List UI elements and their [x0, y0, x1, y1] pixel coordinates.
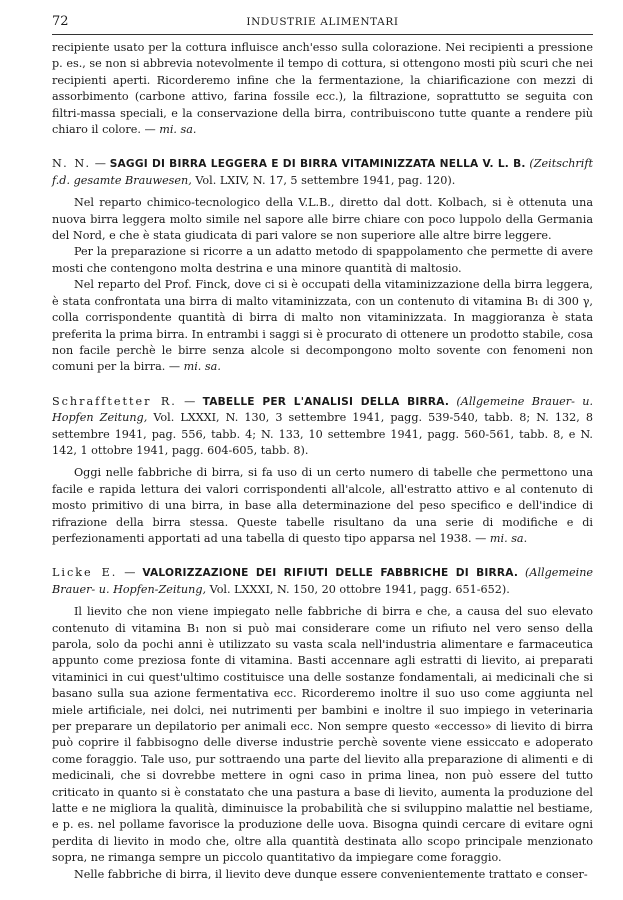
entry-heading: [52, 156, 593, 189]
entry-journal: (Allgemeine Brauer- u. Hopfen-Zeitung,: [52, 566, 594, 596]
entry-citation: Vol. LXXXI, N. 130, 3 settembre 1941, pagg. 539-540, tabb. 8; N. 132, 8 settembre 1941, pag. 556, tabb. 4; N. 133, 10 settembre 1941, pagg. 560-561, tabb. 8, e N. 142, 1 ottobre 1941, pagg. 604-605, tabb. 8).: [52, 411, 593, 457]
entry-journal: (Zeitschrift f.d. gesamte Brauwesen,: [52, 157, 593, 187]
paragraph-signature: mi. sa.: [489, 531, 528, 545]
entry-heading: [52, 394, 593, 460]
entry-heading: [52, 565, 593, 598]
entry-citation: Vol. LXIV, N. 17, 5 settembre 1941, pag. 120).: [195, 173, 456, 187]
paragraph-text: Il lievito che non viene impiegato nelle fabbriche di birra e che, a causa del suo elevato contenuto di vitamina B₁ non si può mai considerare come un rifiuto nel vero senso della parola, solo da pochi anni è utilizzato su vasta scala nell'industria alimentare e farmaceutica appunto come preziosa fonte di vitamina. Basti accennare agli estratti di lievito, ai preparati vitaminici in cui quest'ultimo costituisce una delle sostanze fondamentali, ai medicinali che si basano sulla sua azione fermentativa ecc. Ricorderemo inoltre il suo uso come aggiunta nel miele artificiale, nei dolci, nei nutrimenti per bambini e inoltre il suo impiego in veterinaria per preparare un depilatorio per animali ecc. Non sempre questo «eccesso» di lievito di birra può coprire il fabbisogno delle diverse industrie perchè sovente viene essiccato e adoperato come foraggio. Tale uso, pur sottraendo una parte del lievito alla preparazione di alimenti e di medicinali, che si dovrebbe mettere in ogni caso in prima linea, non può essere del tutto criticato in quanto si è constatato che una pastura a base di lievito, aumenta la produzione del latte e ne migliora la qualità, diminuisce la probabilità che si sviluppino malattie nel bestiame, e p. es. nel pollame favorisce la produzione delle uova. Bisogna quindi cercare di evitare ogni perdita di lievito in modo che, oltre alla quantità destinata allo scopo principale menzionato sopra, ne rimanga sempre un piccolo quantitativo da impiegare come foraggio.: [52, 605, 593, 865]
intro-text: recipiente usato per la cottura influisce anch'esso sulla colorazione. Nei recipienti a pressione p. es., se non si abbrevia notevolmente il tempo di cottura, si ottengono mosti più scuri che nei recipienti aperti. Ricorderemo infine che la fermentazione, la chiarificazione con mezzi di assorbimento (carbone attivo, farina fossile ecc.), la filtrazione, soprattutto se seguita con filtri-massa speciali, e la conservazione della birra, contribuiscono tutte quante a rendere più chiaro il colore. —: [52, 41, 593, 137]
abstract-entry: [52, 565, 593, 883]
paragraph-text: Oggi nelle fabbriche di birra, si fa uso di un certo numero di tabelle che permettono una facile e rapida lettura dei valori corrispondenti all'alcole, all'estratto attivo e al contenuto di mosto primitivo di una birra, in base alla determinazione del peso specifico e dell'indice di rifrazione della birra stessa. Queste tabelle risultano da una serie di modifiche e di perfezionamenti apportati ad una tabella di questo tipo apparsa nel 1938. —: [52, 466, 593, 545]
entry-dash: —: [184, 394, 196, 408]
abstract-entry: [52, 156, 593, 375]
entry-paragraph: [52, 465, 593, 547]
paragraph-text: Nelle fabbriche di birra, il lievito deve dunque essere convenientemente trattato e conser-: [74, 867, 588, 881]
paragraph-signature: mi. sa.: [183, 360, 221, 374]
entry-paragraph: [52, 244, 593, 277]
intro-signature: mi. sa.: [159, 123, 197, 137]
entry-dash: —: [94, 157, 106, 171]
entry-paragraph: [52, 277, 593, 375]
entry-title: TABELLE PER L'ANALISI DELLA BIRRA.: [202, 395, 450, 408]
paragraph-text: Per la preparazione si ricorre a un adatto metodo di spappolamento che permette di avere mosti che contengono molta destrina e una minore quantità di maltosio.: [52, 245, 593, 275]
entry-title: VALORIZZAZIONE DEI RIFIUTI DELLE FABBRICHE DI BIRRA.: [142, 567, 519, 580]
entry-author: N. N.: [52, 157, 92, 171]
entry-paragraph: [52, 867, 593, 883]
entry-citation: Vol. LXXXI, N. 150, 20 ottobre 1941, pagg. 651-652).: [209, 582, 510, 596]
entry-author: Schrafftetter R.: [52, 394, 177, 408]
entry-author: Licke E.: [52, 566, 118, 580]
entry-dash: —: [124, 566, 136, 580]
paragraph-text: Nel reparto chimico-tecnologico della V.L.B., diretto dal dott. Kolbach, si è ottenuta una nuova birra leggera molto simile nel sapore alle birre chiare con poco luppolo della Germania del Nord, e che è stata giudicata di pari valore se non superiore alle altre birre leggere.: [52, 196, 593, 243]
running-title: INDUSTRIE ALIMENTARI: [246, 16, 399, 28]
entry-title: SAGGI DI BIRRA LEGGERA E DI BIRRA VITAMINIZZATA NELLA V. L. B.: [109, 158, 526, 171]
paragraph-text: Nel reparto del Prof. Finck, dove ci si è occupati della vitaminizzazione della birra leggera, è stata confrontata una birra di malto vitaminizzata, con un contenuto di vitamina B₁ di 300 γ, colla corrispondente quantità di birra di malto non vitaminizzata. In maggioranza è stata preferita la prima birra. In entrambi i saggi si è procurato di ottenere un prodotto stabile, cosa non facile perchè le birre senza alcole si decompongono molto sovente con fenomeni non comuni per la birra. —: [52, 278, 593, 374]
entry-paragraph: [52, 195, 593, 244]
page-number: 72: [52, 14, 69, 29]
page-header: [52, 14, 593, 32]
entry-paragraph: [52, 604, 593, 867]
page-content: [52, 40, 593, 883]
entry-journal: (Allgemeine Brauer- u. Hopfen Zeitung,: [52, 394, 594, 425]
intro-paragraph: [52, 40, 593, 138]
abstract-entry: [52, 394, 593, 548]
header-rule: [52, 34, 593, 35]
